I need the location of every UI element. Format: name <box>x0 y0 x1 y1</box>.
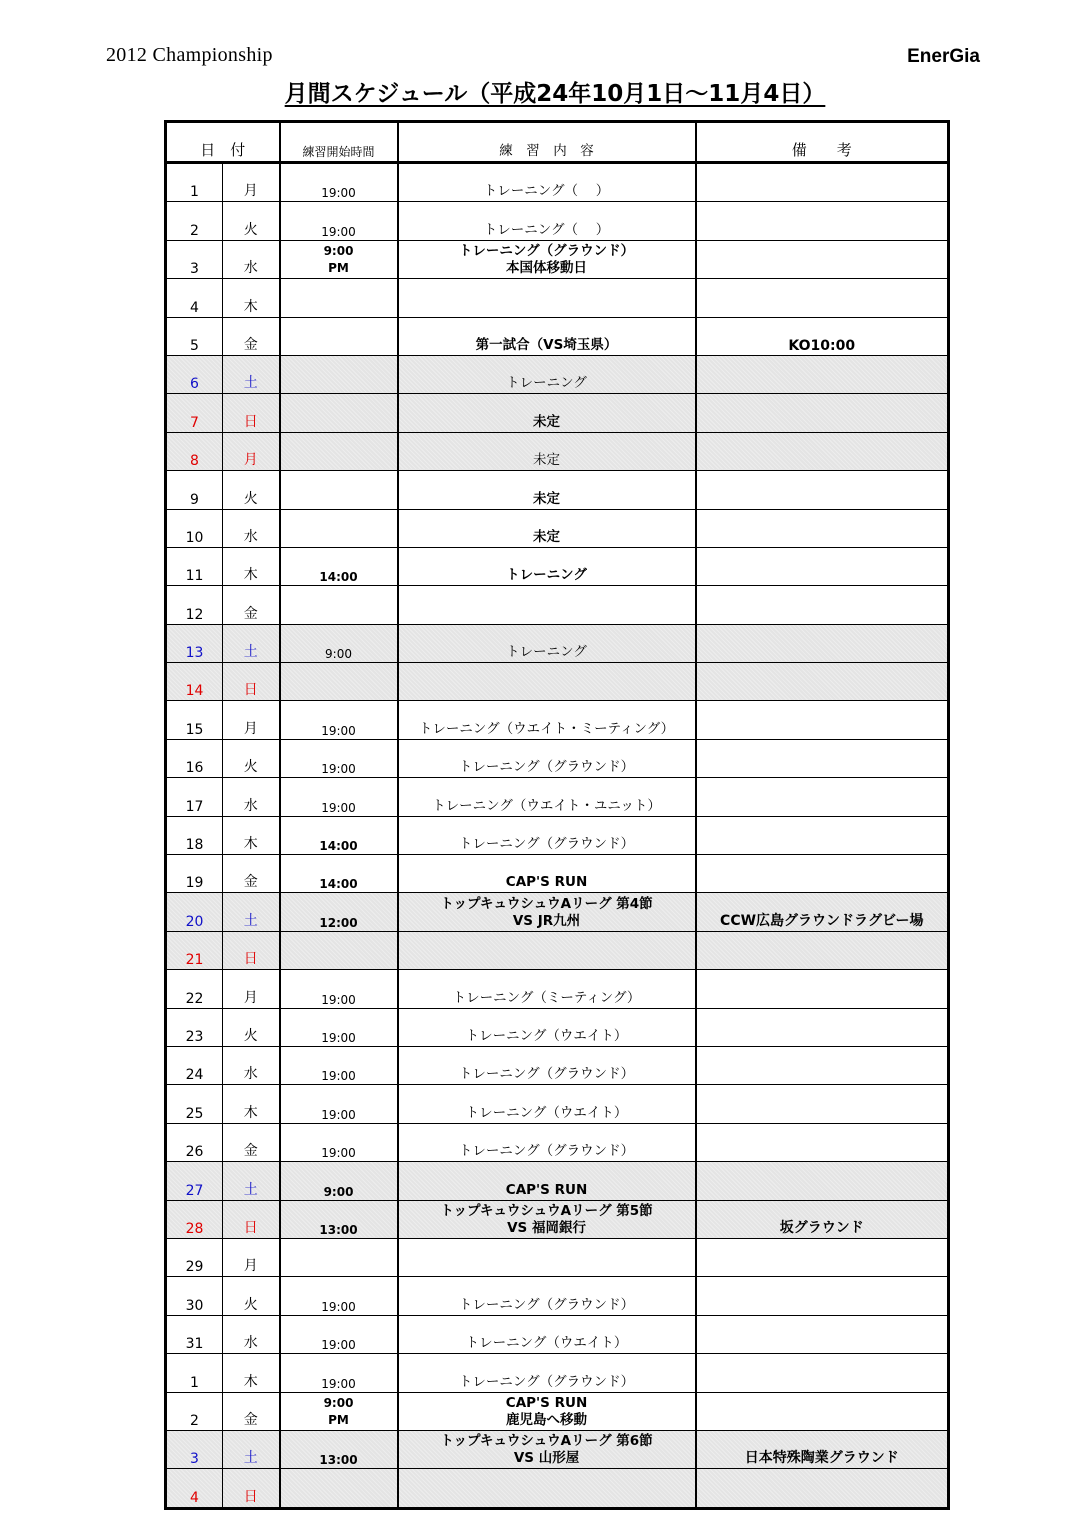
row-content <box>398 1277 696 1315</box>
row-weekday: 水 <box>223 1315 280 1353</box>
time-line: 14:00 <box>319 570 358 585</box>
row-start-time <box>280 432 398 470</box>
table-row <box>166 547 949 585</box>
row-note <box>696 163 949 202</box>
schedule-table <box>164 120 950 1510</box>
row-content <box>398 1354 696 1392</box>
row-start-time <box>280 970 398 1008</box>
row-note <box>696 1008 949 1046</box>
row-start-time <box>280 1354 398 1392</box>
page-title: 月間スケジュール（平成24年10月1日～11月4日） <box>284 81 826 107</box>
row-weekday: 水 <box>223 240 280 278</box>
row-day: 14 <box>166 663 223 701</box>
row-weekday: 日 <box>223 394 280 432</box>
row-note <box>696 1046 949 1084</box>
row-content <box>398 355 696 393</box>
content-line: トレーニング（グラウンド） <box>458 1373 635 1390</box>
row-day: 1 <box>166 163 223 202</box>
row-content <box>398 778 696 816</box>
row-note: 坂グラウンド <box>696 1200 949 1238</box>
row-start-time <box>280 1162 398 1200</box>
row-content <box>398 1315 696 1353</box>
row-weekday: 月 <box>223 701 280 739</box>
row-weekday: 金 <box>223 855 280 893</box>
row-day: 19 <box>166 855 223 893</box>
content-line: VS 福岡銀行 <box>507 1219 586 1236</box>
time-line: 9:00 <box>325 647 352 662</box>
row-start-time <box>280 1430 398 1468</box>
table-row <box>166 970 949 1008</box>
row-content <box>398 432 696 470</box>
column-header-start-time: 練習開始時間 <box>280 122 398 163</box>
row-note <box>696 1392 949 1430</box>
table-header-row <box>166 122 949 163</box>
row-day: 7 <box>166 394 223 432</box>
time-line: 14:00 <box>319 877 358 892</box>
row-start-time <box>280 1315 398 1353</box>
content-line: トレーニング（ウエイト） <box>465 1104 628 1121</box>
row-start-time <box>280 1123 398 1161</box>
table-row <box>166 1123 949 1161</box>
time-line: 19:00 <box>321 800 356 815</box>
row-day: 9 <box>166 471 223 509</box>
row-note <box>696 471 949 509</box>
content-line: 本国体移動日 <box>506 260 588 277</box>
championship-title: 2012 Championship <box>106 44 273 66</box>
content-line: トップキュウシュウAリーグ 第6節 <box>440 1433 653 1450</box>
content-line: トレーニング（グラウンド） <box>458 1296 635 1313</box>
row-start-time <box>280 279 398 317</box>
row-start-time <box>280 816 398 854</box>
row-weekday: 火 <box>223 202 280 240</box>
row-note <box>696 509 949 547</box>
row-day: 17 <box>166 778 223 816</box>
row-day: 29 <box>166 1238 223 1276</box>
table-row <box>166 816 949 854</box>
time-line: 19:00 <box>321 1376 356 1391</box>
table-row <box>166 1277 949 1315</box>
time-line: 14:00 <box>319 839 358 854</box>
time-line: 12:00 <box>319 915 358 930</box>
time-line: PM <box>328 261 349 276</box>
table-row <box>166 893 949 931</box>
row-start-time <box>280 586 398 624</box>
row-content <box>398 739 696 777</box>
row-start-time <box>280 1277 398 1315</box>
row-start-time <box>280 509 398 547</box>
row-start-time <box>280 1469 398 1508</box>
row-weekday: 日 <box>223 1469 280 1508</box>
row-note <box>696 1162 949 1200</box>
content-line: 未定 <box>533 452 561 469</box>
row-start-time <box>280 240 398 278</box>
row-start-time <box>280 663 398 701</box>
row-content <box>398 163 696 202</box>
content-line: トレーニング（グラウンド） <box>458 759 635 776</box>
row-day: 12 <box>166 586 223 624</box>
table-row <box>166 471 949 509</box>
row-weekday: 木 <box>223 1085 280 1123</box>
row-weekday: 金 <box>223 586 280 624</box>
row-note <box>696 1123 949 1161</box>
row-weekday: 日 <box>223 931 280 969</box>
row-content <box>398 1046 696 1084</box>
row-note <box>696 547 949 585</box>
content-line: トップキュウシュウAリーグ 第5節 <box>440 1202 653 1219</box>
row-note <box>696 931 949 969</box>
row-weekday: 水 <box>223 778 280 816</box>
row-note <box>696 1238 949 1276</box>
row-start-time <box>280 701 398 739</box>
row-weekday: 金 <box>223 1392 280 1430</box>
row-content <box>398 1085 696 1123</box>
row-note <box>696 279 949 317</box>
row-note <box>696 1354 949 1392</box>
row-note <box>696 394 949 432</box>
row-day: 10 <box>166 509 223 547</box>
content-line: トレーニング <box>506 567 587 584</box>
row-weekday: 土 <box>223 355 280 393</box>
table-row <box>166 1238 949 1276</box>
table-row <box>166 931 949 969</box>
row-content <box>398 471 696 509</box>
row-day: 30 <box>166 1277 223 1315</box>
content-line: トレーニング（ ） <box>483 221 610 238</box>
row-content <box>398 240 696 278</box>
content-line: トレーニング（ミーティング） <box>452 989 641 1006</box>
row-weekday: 土 <box>223 1162 280 1200</box>
table-row <box>166 1354 949 1392</box>
time-line: 13:00 <box>319 1453 358 1468</box>
time-line: 9:00 <box>323 1395 354 1410</box>
row-content <box>398 279 696 317</box>
schedule-body <box>166 163 949 1509</box>
row-day: 25 <box>166 1085 223 1123</box>
row-weekday: 土 <box>223 893 280 931</box>
time-line: 19:00 <box>321 992 356 1007</box>
row-day: 28 <box>166 1200 223 1238</box>
table-row <box>166 1085 949 1123</box>
table-row <box>166 1392 949 1430</box>
row-weekday: 木 <box>223 816 280 854</box>
row-content <box>398 509 696 547</box>
content-line: トレーニング（ ） <box>483 183 610 200</box>
content-line: トレーニング（ウエイト） <box>465 1335 628 1352</box>
content-line: トレーニング（ウエイト・ミーティング） <box>418 720 675 737</box>
row-weekday: 火 <box>223 739 280 777</box>
content-line: CAP'S RUN <box>505 874 588 891</box>
row-content <box>398 893 696 931</box>
row-note <box>696 701 949 739</box>
content-line: 未定 <box>533 528 561 545</box>
row-content <box>398 1123 696 1161</box>
table-row <box>166 1315 949 1353</box>
row-note <box>696 1315 949 1353</box>
content-line: 未定 <box>533 490 561 507</box>
table-row <box>166 739 949 777</box>
table-row <box>166 778 949 816</box>
row-start-time <box>280 317 398 355</box>
content-line: 鹿児島へ移動 <box>506 1411 588 1428</box>
row-day: 2 <box>166 202 223 240</box>
row-content <box>398 855 696 893</box>
row-note: 日本特殊陶業グラウンド <box>696 1430 949 1468</box>
row-day: 8 <box>166 432 223 470</box>
row-content <box>398 1392 696 1430</box>
row-day: 13 <box>166 624 223 662</box>
content-line: トレーニング <box>506 375 587 392</box>
table-row <box>166 202 949 240</box>
table-row <box>166 163 949 202</box>
row-start-time <box>280 471 398 509</box>
row-start-time <box>280 1008 398 1046</box>
row-note <box>696 1277 949 1315</box>
row-weekday: 金 <box>223 317 280 355</box>
row-start-time <box>280 163 398 202</box>
content-line: トレーニング <box>506 644 587 661</box>
row-weekday: 火 <box>223 1277 280 1315</box>
row-start-time <box>280 1392 398 1430</box>
row-weekday: 火 <box>223 471 280 509</box>
table-row <box>166 1162 949 1200</box>
row-weekday: 火 <box>223 1008 280 1046</box>
row-content <box>398 701 696 739</box>
row-day: 21 <box>166 931 223 969</box>
content-line: トレーニング（グラウンド） <box>458 243 635 260</box>
row-start-time <box>280 1200 398 1238</box>
row-note <box>696 624 949 662</box>
row-note <box>696 855 949 893</box>
row-weekday: 月 <box>223 1238 280 1276</box>
content-line: トレーニング（ウエイト） <box>465 1027 628 1044</box>
table-row <box>166 855 949 893</box>
column-header-date: 日 付 <box>166 122 280 163</box>
row-content <box>398 586 696 624</box>
row-day: 27 <box>166 1162 223 1200</box>
time-line: 9:00 <box>323 244 354 259</box>
row-start-time <box>280 547 398 585</box>
row-note <box>696 586 949 624</box>
row-note <box>696 970 949 1008</box>
time-line: 19:00 <box>321 762 356 777</box>
row-content <box>398 624 696 662</box>
row-start-time <box>280 931 398 969</box>
row-day: 22 <box>166 970 223 1008</box>
content-line: トレーニング（グラウンド） <box>458 1143 635 1160</box>
row-content <box>398 816 696 854</box>
row-weekday: 金 <box>223 1123 280 1161</box>
row-day: 2 <box>166 1392 223 1430</box>
row-day: 11 <box>166 547 223 585</box>
row-day: 23 <box>166 1008 223 1046</box>
row-day: 6 <box>166 355 223 393</box>
row-weekday: 月 <box>223 432 280 470</box>
column-header-content: 練 習 内 容 <box>398 122 696 163</box>
row-weekday: 水 <box>223 1046 280 1084</box>
row-start-time <box>280 855 398 893</box>
table-row <box>166 1430 949 1468</box>
row-content <box>398 1238 696 1276</box>
table-row <box>166 394 949 432</box>
content-line: CAP'S RUN <box>505 1394 588 1411</box>
content-line: VS JR九州 <box>512 912 581 929</box>
row-start-time <box>280 1085 398 1123</box>
row-start-time <box>280 355 398 393</box>
row-note: KO10:00 <box>696 317 949 355</box>
time-line: 19:00 <box>321 186 356 201</box>
row-day: 3 <box>166 1430 223 1468</box>
row-day: 15 <box>166 701 223 739</box>
row-weekday: 木 <box>223 1354 280 1392</box>
time-line: 19:00 <box>321 1146 356 1161</box>
content-line: トレーニング（ウエイト・ユニット） <box>432 797 661 814</box>
row-note <box>696 432 949 470</box>
row-day: 24 <box>166 1046 223 1084</box>
table-row <box>166 663 949 701</box>
row-start-time <box>280 202 398 240</box>
row-day: 26 <box>166 1123 223 1161</box>
row-day: 20 <box>166 893 223 931</box>
content-line: トレーニング（グラウンド） <box>458 836 635 853</box>
table-row <box>166 701 949 739</box>
row-weekday: 日 <box>223 663 280 701</box>
table-row <box>166 240 949 278</box>
table-row <box>166 279 949 317</box>
table-row <box>166 355 949 393</box>
time-line: 19:00 <box>321 1030 356 1045</box>
row-content <box>398 547 696 585</box>
row-content <box>398 970 696 1008</box>
row-content <box>398 394 696 432</box>
row-weekday: 月 <box>223 970 280 1008</box>
row-weekday: 日 <box>223 1200 280 1238</box>
time-line: 19:00 <box>321 1299 356 1314</box>
table-row <box>166 509 949 547</box>
row-start-time <box>280 739 398 777</box>
row-start-time <box>280 1238 398 1276</box>
row-weekday: 土 <box>223 1430 280 1468</box>
content-line: トップキュウシュウAリーグ 第4節 <box>440 895 653 912</box>
row-content <box>398 1200 696 1238</box>
time-line: 9:00 <box>323 1184 354 1199</box>
content-line: 未定 <box>533 413 561 430</box>
row-note <box>696 240 949 278</box>
row-day: 4 <box>166 279 223 317</box>
row-start-time <box>280 778 398 816</box>
time-line: 19:00 <box>321 1338 356 1353</box>
row-start-time <box>280 893 398 931</box>
table-row <box>166 586 949 624</box>
row-note <box>696 739 949 777</box>
time-line: PM <box>328 1412 349 1427</box>
row-content <box>398 202 696 240</box>
row-weekday: 木 <box>223 547 280 585</box>
content-line: トレーニング（グラウンド） <box>458 1066 635 1083</box>
row-day: 18 <box>166 816 223 854</box>
row-day: 16 <box>166 739 223 777</box>
table-row <box>166 1046 949 1084</box>
row-weekday: 水 <box>223 509 280 547</box>
content-line: VS 山形屋 <box>513 1450 580 1467</box>
row-note <box>696 778 949 816</box>
row-content <box>398 317 696 355</box>
table-row <box>166 1008 949 1046</box>
row-day: 5 <box>166 317 223 355</box>
row-day: 3 <box>166 240 223 278</box>
row-note <box>696 1469 949 1508</box>
row-content <box>398 1469 696 1508</box>
row-weekday: 月 <box>223 163 280 202</box>
row-day: 1 <box>166 1354 223 1392</box>
table-row <box>166 1200 949 1238</box>
time-line: 19:00 <box>321 1107 356 1122</box>
row-content <box>398 931 696 969</box>
time-line: 19:00 <box>321 723 356 738</box>
time-line: 13:00 <box>319 1222 358 1237</box>
row-content <box>398 1430 696 1468</box>
row-note <box>696 1085 949 1123</box>
row-start-time <box>280 394 398 432</box>
team-name: EnerGia <box>907 46 980 67</box>
time-line: 19:00 <box>321 224 356 239</box>
row-day: 4 <box>166 1469 223 1508</box>
table-row <box>166 432 949 470</box>
row-weekday: 土 <box>223 624 280 662</box>
table-row <box>166 624 949 662</box>
row-content <box>398 663 696 701</box>
content-line: 第一試合（VS埼玉県） <box>475 336 618 353</box>
time-line: 19:00 <box>321 1069 356 1084</box>
row-day: 31 <box>166 1315 223 1353</box>
row-weekday: 木 <box>223 279 280 317</box>
column-header-notes: 備 考 <box>696 122 949 163</box>
row-note: CCW広島グラウンドラグビー場 <box>696 893 949 931</box>
table-row <box>166 317 949 355</box>
row-note <box>696 816 949 854</box>
row-note <box>696 202 949 240</box>
table-row <box>166 1469 949 1508</box>
row-start-time <box>280 624 398 662</box>
row-note <box>696 663 949 701</box>
content-line: CAP'S RUN <box>505 1181 588 1198</box>
row-content <box>398 1008 696 1046</box>
row-note <box>696 355 949 393</box>
row-start-time <box>280 1046 398 1084</box>
row-content <box>398 1162 696 1200</box>
